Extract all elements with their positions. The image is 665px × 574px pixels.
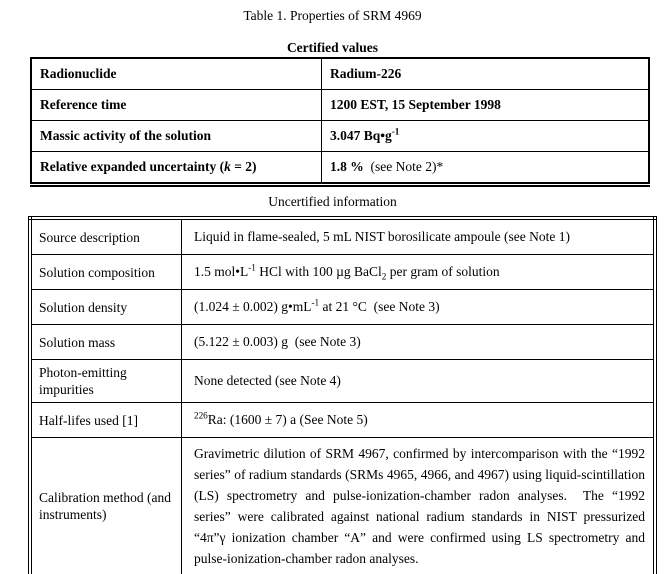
row-label: Massic activity of the solution	[31, 121, 322, 152]
table-row	[31, 121, 649, 152]
certified-values-table	[30, 57, 650, 187]
row-label: Solution mass	[30, 325, 182, 360]
row-label: Source description	[30, 218, 182, 255]
row-value: (5.122 ± 0.003) g (see Note 3)	[182, 325, 656, 360]
uncertified-information-heading: Uncertified information	[268, 194, 397, 209]
row-value: Gravimetric dilution of SRM 4967, confirmed by intercomparison with the “1992 series” of radium standards (SRMs 4965, 4966, and 4967) using liquid-scintillation (LS) spectrometry and pulse-ionization-chamber radon analyses. The “1992 series” were calibrated against national radium standards in NIST pressurized “4π”γ ionization chamber “A” and were confirmed using LS spectrometry and pulse-ionization-chamber radon analyses.	[182, 438, 656, 574]
table-row	[30, 360, 655, 403]
row-value: $^{226}$Ra: (1600 ± 7) a (See Note 5)	[182, 403, 656, 438]
row-value: 3.047 $Bq•g^{-1}$	[322, 121, 650, 152]
table-row	[30, 255, 655, 290]
table-title: Table 1. Properties of SRM 4969	[243, 8, 422, 23]
row-value: 1200 EST, 15 September 1998	[322, 90, 650, 121]
table-row	[31, 152, 649, 185]
row-label: Solution density	[30, 290, 182, 325]
row-label: Reference time	[31, 90, 322, 121]
row-label: Radionuclide	[31, 58, 322, 90]
row-value: (1.024 ± 0.002) $g•mL^{-1}$ at 21 °C (see Note 3)	[182, 290, 656, 325]
table-row	[30, 290, 655, 325]
row-label: Solution composition	[30, 255, 182, 290]
certified-values-heading: Certified values	[286, 40, 379, 55]
row-label: Half-lifes used [1]	[30, 403, 182, 438]
row-value: Radium-226	[322, 58, 650, 90]
table-row	[30, 325, 655, 360]
row-value: 1.8 % (see Note 2)*	[322, 152, 650, 185]
row-value: None detected (see Note 4)	[182, 360, 656, 403]
table-row	[31, 58, 649, 90]
uncertified-information-table	[28, 216, 657, 574]
row-label: Relative expanded uncertainty (k = 2)	[31, 152, 322, 185]
table-row	[30, 403, 655, 438]
table-row	[30, 438, 655, 574]
row-label: Photon-emitting impurities	[30, 360, 182, 403]
table-row	[31, 90, 649, 121]
row-value: Liquid in flame-sealed, 5 mL NIST borosilicate ampoule (see Note 1)	[182, 218, 656, 255]
row-label: Calibration method (and instruments)	[30, 438, 182, 574]
row-value: 1.5 $mol•L^{-1}$ HCl with 100 µg BaCl$_2$ per gram of solution	[182, 255, 656, 290]
table-row	[30, 218, 655, 255]
